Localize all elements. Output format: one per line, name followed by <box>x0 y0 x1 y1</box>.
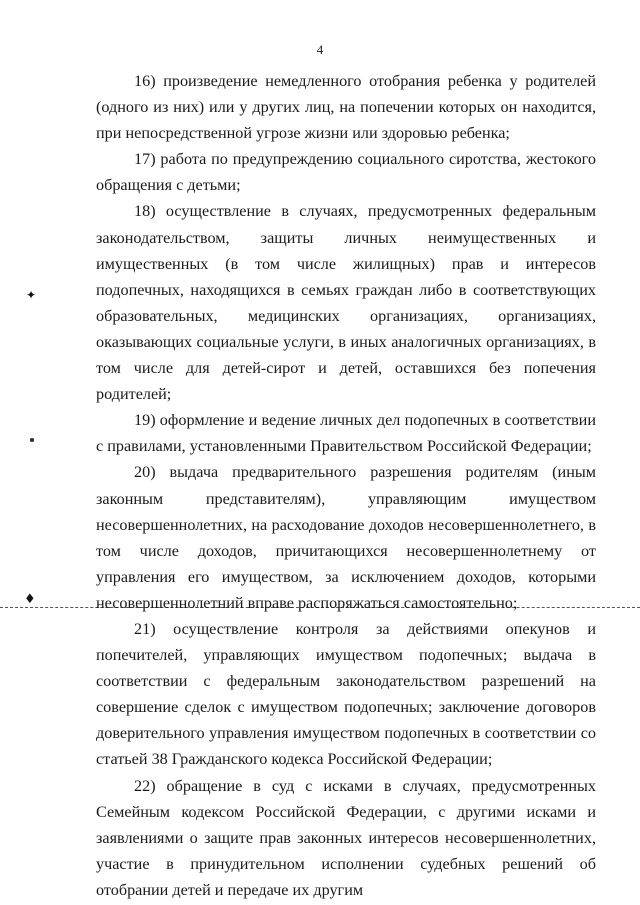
paragraph-21: 21) осуществление контроля за действиями опекунов и попечителей, управляющих имуществом подопечных; выдача в соответствии с федеральным законодательством разрешений на совершение сделок с имуществом подопечных; заключение договоров доверительного управления имуществом подопечных в соответствии со статьей 38 Гражданского кодекса Российской Федерации; <box>96 619 596 769</box>
paragraph-17: 17) работа по предупреждению социального сиротства, жестокого обращения с детьми; <box>96 150 596 195</box>
paragraph-22: 22) обращение в суд с исками в случаях, предусмотренных Семейным кодексом Российской Федерации, с другими исками и заявлениями о защите прав законных интересов несовершеннолетних, участие в принудительном исполнении судебных решений об отобрании детей и передаче их другим <box>96 776 596 899</box>
paragraph-19: 19) оформление и ведение личных дел подопечных в соответствии с правилами, установленными Правительством Российской Федерации; <box>96 411 596 456</box>
paragraph-18: 18) осуществление в случаях, предусмотренных федеральным законодательством, защиты личных неимущественных и имущественных (в том числе жилищных) прав и интересов подопечных, находящихся в семьях граждан либо в соответствующих образовательных, медицинских организациях, организациях, оказывающих социальные услуги, в иных аналогичных организациях, в том числе для детей-сирот и детей, оставшихся без попечения родителей; <box>96 202 596 404</box>
scan-dot-icon <box>30 438 34 442</box>
document-body <box>96 68 596 903</box>
scan-blot-icon: ♦ <box>24 592 36 607</box>
scan-speck-icon: ✦ <box>26 288 37 302</box>
page-number: 4 <box>316 42 324 57</box>
paragraph-20: 20) выдача предварительного разрешения родителям (иным законным представителям), управляющим имуществом несовершеннолетних, на расходование доходов несовершеннолетнего, в том числе доходов, причитающихся несовершеннолетнему от управления его имуществом, за исключением доходов, которыми несовершеннолетний вправе распоряжаться самостоятельно; <box>96 463 596 612</box>
paragraph-16: 16) произведение немедленного отобрания ребенка у родителей (одного из них) или у других лиц, на попечении которых он находится, при непосредственной угрозе жизни или здоровью ребенка; <box>96 72 596 143</box>
